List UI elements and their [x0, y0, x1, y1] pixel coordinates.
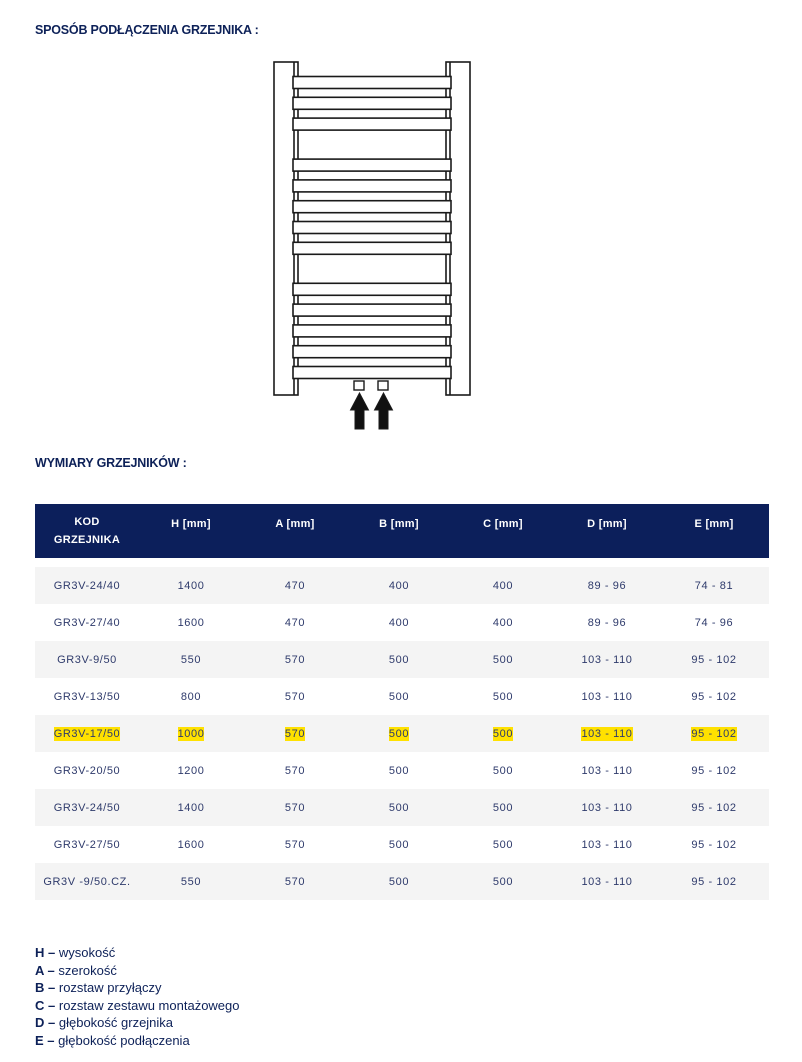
- table-cell-e: [659, 567, 769, 604]
- table-cell-b: [347, 641, 451, 678]
- table-cell-kod-value: GR3V-24/40: [53, 579, 121, 592]
- table-cell-c: [451, 604, 555, 641]
- table-cell-kod-value: GR3V-9/50: [57, 653, 117, 666]
- table-cell-c: [451, 863, 555, 900]
- table-cell-a: [243, 678, 347, 715]
- table-cell-b: [347, 789, 451, 826]
- table-cell-h: [139, 863, 243, 900]
- table-row: [35, 826, 769, 863]
- table-cell-a-value: 570: [284, 727, 306, 740]
- table-cell-h-value: 550: [180, 653, 202, 666]
- table-cell-e-value: 95 - 102: [691, 653, 737, 666]
- legend-description: rozstaw przyłączy: [58, 980, 162, 996]
- table-cell-kod: [35, 567, 139, 604]
- table-cell-c-value: 500: [492, 727, 514, 740]
- legend-separator: –: [44, 980, 59, 996]
- table-cell-h: [139, 752, 243, 789]
- table-cell-e-value: 95 - 102: [691, 727, 737, 740]
- legend-description: głębokość grzejnika: [58, 1015, 174, 1031]
- table-cell-h-value: 1400: [177, 801, 205, 814]
- table-cell-b-value: 500: [388, 690, 410, 703]
- legend-description: wysokość: [58, 945, 116, 960]
- table-cell-a-value: 570: [284, 875, 306, 888]
- table-cell-b-value: 500: [388, 801, 410, 814]
- table-spacer-row: [35, 558, 769, 567]
- table-cell-b-value: 500: [388, 764, 410, 777]
- table-cell-c-value: 400: [492, 616, 514, 629]
- radiator-bar: [293, 77, 451, 89]
- table-cell-a-value: 470: [284, 616, 306, 629]
- table-cell-e-value: 95 - 102: [691, 801, 737, 814]
- radiator-connection-diagram: [260, 55, 480, 435]
- legend-description: rozstaw zestawu montażowego: [58, 997, 240, 1013]
- table-cell-c-value: 500: [492, 653, 514, 666]
- table-cell-a-value: 570: [284, 801, 306, 814]
- column-header-c: C [mm]: [483, 518, 523, 530]
- table-cell-d-value: 103 - 110: [581, 727, 633, 740]
- table-cell-b: [347, 752, 451, 789]
- table-cell-h: [139, 567, 243, 604]
- table-cell-kod: [35, 641, 139, 678]
- column-header-kod: [35, 504, 139, 558]
- table-cell-e: [659, 826, 769, 863]
- legend-item: [35, 1014, 240, 1032]
- table-cell-e: [659, 678, 769, 715]
- pipe-connector: [378, 381, 388, 390]
- table-cell-c-value: 500: [492, 838, 514, 851]
- table-cell-b-value: 400: [388, 616, 410, 629]
- table-cell-e: [659, 789, 769, 826]
- table-cell-b-value: 500: [388, 653, 410, 666]
- table-cell-b-value: 400: [388, 579, 410, 592]
- legend-key: H: [35, 945, 45, 960]
- table-cell-e: [659, 641, 769, 678]
- table-cell-d-value: 103 - 110: [581, 875, 633, 888]
- column-header-d: D [mm]: [587, 518, 627, 530]
- table-cell-e-value: 95 - 102: [691, 838, 737, 851]
- table-cell-kod: [35, 826, 139, 863]
- table-cell-c: [451, 678, 555, 715]
- column-header-e: E [mm]: [694, 518, 734, 530]
- table-cell-kod: [35, 789, 139, 826]
- table-cell-h-value: 550: [180, 875, 202, 888]
- table-cell-kod: [35, 715, 139, 752]
- legend-separator: –: [43, 962, 59, 978]
- flow-arrow-up-icon: [351, 393, 369, 429]
- connection-section-title: SPOSÓB PODŁĄCZENIA GRZEJNIKA :: [35, 23, 259, 37]
- table-cell-c: [451, 567, 555, 604]
- table-cell-e-value: 95 - 102: [691, 875, 737, 888]
- table-cell-e-value: 95 - 102: [691, 690, 737, 703]
- table-cell-b: [347, 715, 451, 752]
- table-cell-kod-value: GR3V-20/50: [53, 764, 121, 777]
- table-cell-d: [555, 863, 659, 900]
- pipe-connector: [354, 381, 364, 390]
- table-cell-e: [659, 752, 769, 789]
- table-row: [35, 567, 769, 604]
- table-cell-kod-value: GR3V-24/50: [53, 801, 121, 814]
- legend-item: [35, 1032, 240, 1050]
- table-cell-c-value: 500: [492, 801, 514, 814]
- table-cell-kod-value: GR3V-13/50: [53, 690, 121, 703]
- column-header-h: H [mm]: [171, 518, 211, 530]
- table-row: [35, 641, 769, 678]
- table-cell-c: [451, 715, 555, 752]
- table-cell-e: [659, 715, 769, 752]
- table-cell-b-value: 500: [388, 838, 410, 851]
- table-row: [35, 604, 769, 641]
- table-cell-e-value: 74 - 81: [694, 579, 734, 592]
- dimension-legend: [35, 944, 240, 1050]
- table-cell-d: [555, 752, 659, 789]
- table-cell-d: [555, 715, 659, 752]
- legend-key: C: [35, 997, 45, 1013]
- table-cell-b: [347, 863, 451, 900]
- radiator-bar: [293, 222, 451, 234]
- table-cell-h: [139, 641, 243, 678]
- legend-item: [35, 962, 240, 980]
- table-cell-h: [139, 604, 243, 641]
- legend-description: szerokość: [58, 962, 117, 978]
- legend-separator: –: [44, 945, 59, 960]
- table-row: [35, 678, 769, 715]
- legend-separator: –: [44, 997, 59, 1013]
- table-cell-kod-value: GR3V-27/40: [53, 616, 121, 629]
- radiator-bar: [293, 118, 451, 130]
- radiator-bar: [293, 201, 451, 213]
- table-cell-a: [243, 752, 347, 789]
- table-cell-a-value: 570: [284, 764, 306, 777]
- column-header-kod-line1: KOD: [74, 516, 100, 528]
- table-cell-c: [451, 641, 555, 678]
- table-cell-h: [139, 826, 243, 863]
- table-cell-kod: [35, 863, 139, 900]
- table-cell-kod: [35, 604, 139, 641]
- table-cell-a: [243, 863, 347, 900]
- table-cell-d: [555, 604, 659, 641]
- column-header-b: B [mm]: [379, 518, 419, 530]
- table-cell-kod: [35, 678, 139, 715]
- radiator-bar: [293, 159, 451, 171]
- legend-description: głębokość podłączenia: [58, 1032, 190, 1048]
- table-cell-d-value: 103 - 110: [581, 764, 633, 777]
- radiator-bar: [293, 325, 451, 337]
- table-cell-a: [243, 826, 347, 863]
- table-cell-a: [243, 604, 347, 641]
- table-cell-c: [451, 826, 555, 863]
- flow-arrow-up-icon: [375, 393, 393, 429]
- table-row: [35, 715, 769, 752]
- table-cell-a-value: 470: [284, 579, 306, 592]
- table-cell-a: [243, 567, 347, 604]
- table-cell-e-value: 74 - 96: [694, 616, 734, 629]
- table-cell-kod-value: GR3V-17/50: [53, 727, 121, 740]
- table-cell-h: [139, 715, 243, 752]
- radiator-bar: [293, 242, 451, 254]
- radiator-bar: [293, 367, 451, 379]
- table-cell-a: [243, 715, 347, 752]
- table-cell-h: [139, 789, 243, 826]
- table-cell-kod-value: GR3V -9/50.CZ.: [43, 875, 131, 888]
- table-cell-d-value: 103 - 110: [581, 838, 633, 851]
- radiator-dimensions-table: [35, 504, 769, 900]
- table-cell-d: [555, 826, 659, 863]
- radiator-bar: [293, 283, 451, 295]
- table-cell-d-value: 89 - 96: [587, 579, 627, 592]
- legend-key: A: [35, 962, 44, 978]
- table-cell-h-value: 1400: [177, 579, 205, 592]
- table-cell-c-value: 500: [492, 764, 514, 777]
- legend-item: [35, 979, 240, 997]
- table-cell-c-value: 500: [492, 875, 514, 888]
- dimensions-section-title: WYMIARY GRZEJNIKÓW :: [35, 456, 187, 470]
- table-cell-c-value: 500: [492, 690, 514, 703]
- table-cell-kod-value: GR3V-27/50: [53, 838, 121, 851]
- table-cell-a-value: 570: [284, 838, 306, 851]
- table-cell-h-value: 800: [180, 690, 202, 703]
- radiator-bar: [293, 97, 451, 109]
- table-cell-e-value: 95 - 102: [691, 764, 737, 777]
- radiator-bar: [293, 304, 451, 316]
- table-cell-a-value: 570: [284, 690, 306, 703]
- legend-item: [35, 944, 240, 962]
- legend-separator: –: [44, 1015, 59, 1031]
- table-cell-b-value: 500: [388, 727, 410, 740]
- table-row: [35, 752, 769, 789]
- table-cell-d: [555, 641, 659, 678]
- legend-key: E: [35, 1032, 44, 1048]
- table-cell-d-value: 103 - 110: [581, 801, 633, 814]
- table-cell-b: [347, 678, 451, 715]
- table-cell-b: [347, 567, 451, 604]
- table-cell-c-value: 400: [492, 579, 514, 592]
- radiator-bar: [293, 346, 451, 358]
- table-cell-d: [555, 789, 659, 826]
- table-cell-a: [243, 789, 347, 826]
- table-header-row: [35, 504, 769, 558]
- column-header-a: A [mm]: [275, 518, 315, 530]
- table-row: [35, 789, 769, 826]
- legend-key: B: [35, 980, 45, 996]
- table-cell-d-value: 103 - 110: [581, 653, 633, 666]
- table-cell-d-value: 89 - 96: [587, 616, 627, 629]
- table-cell-b: [347, 604, 451, 641]
- legend-separator: –: [43, 1032, 59, 1048]
- table-cell-c: [451, 789, 555, 826]
- table-cell-h-value: 1600: [177, 616, 205, 629]
- table-cell-b-value: 500: [388, 875, 410, 888]
- column-header-kod-line2: GRZEJNIKA: [53, 534, 121, 546]
- table-cell-d-value: 103 - 110: [581, 690, 633, 703]
- table-cell-d: [555, 678, 659, 715]
- table-cell-a-value: 570: [284, 653, 306, 666]
- table-cell-h-value: 1200: [177, 764, 205, 777]
- table-cell-h-value: 1600: [177, 838, 205, 851]
- legend-key: D: [35, 1015, 45, 1031]
- table-row: [35, 863, 769, 900]
- table-cell-e: [659, 863, 769, 900]
- table-cell-h: [139, 678, 243, 715]
- table-cell-b: [347, 826, 451, 863]
- table-cell-e: [659, 604, 769, 641]
- table-cell-d: [555, 567, 659, 604]
- legend-item: [35, 997, 240, 1015]
- table-spacer-cell: [35, 558, 769, 567]
- table-cell-c: [451, 752, 555, 789]
- table-cell-kod: [35, 752, 139, 789]
- radiator-bar: [293, 180, 451, 192]
- table-cell-a: [243, 641, 347, 678]
- table-cell-h-value: 1000: [177, 727, 205, 740]
